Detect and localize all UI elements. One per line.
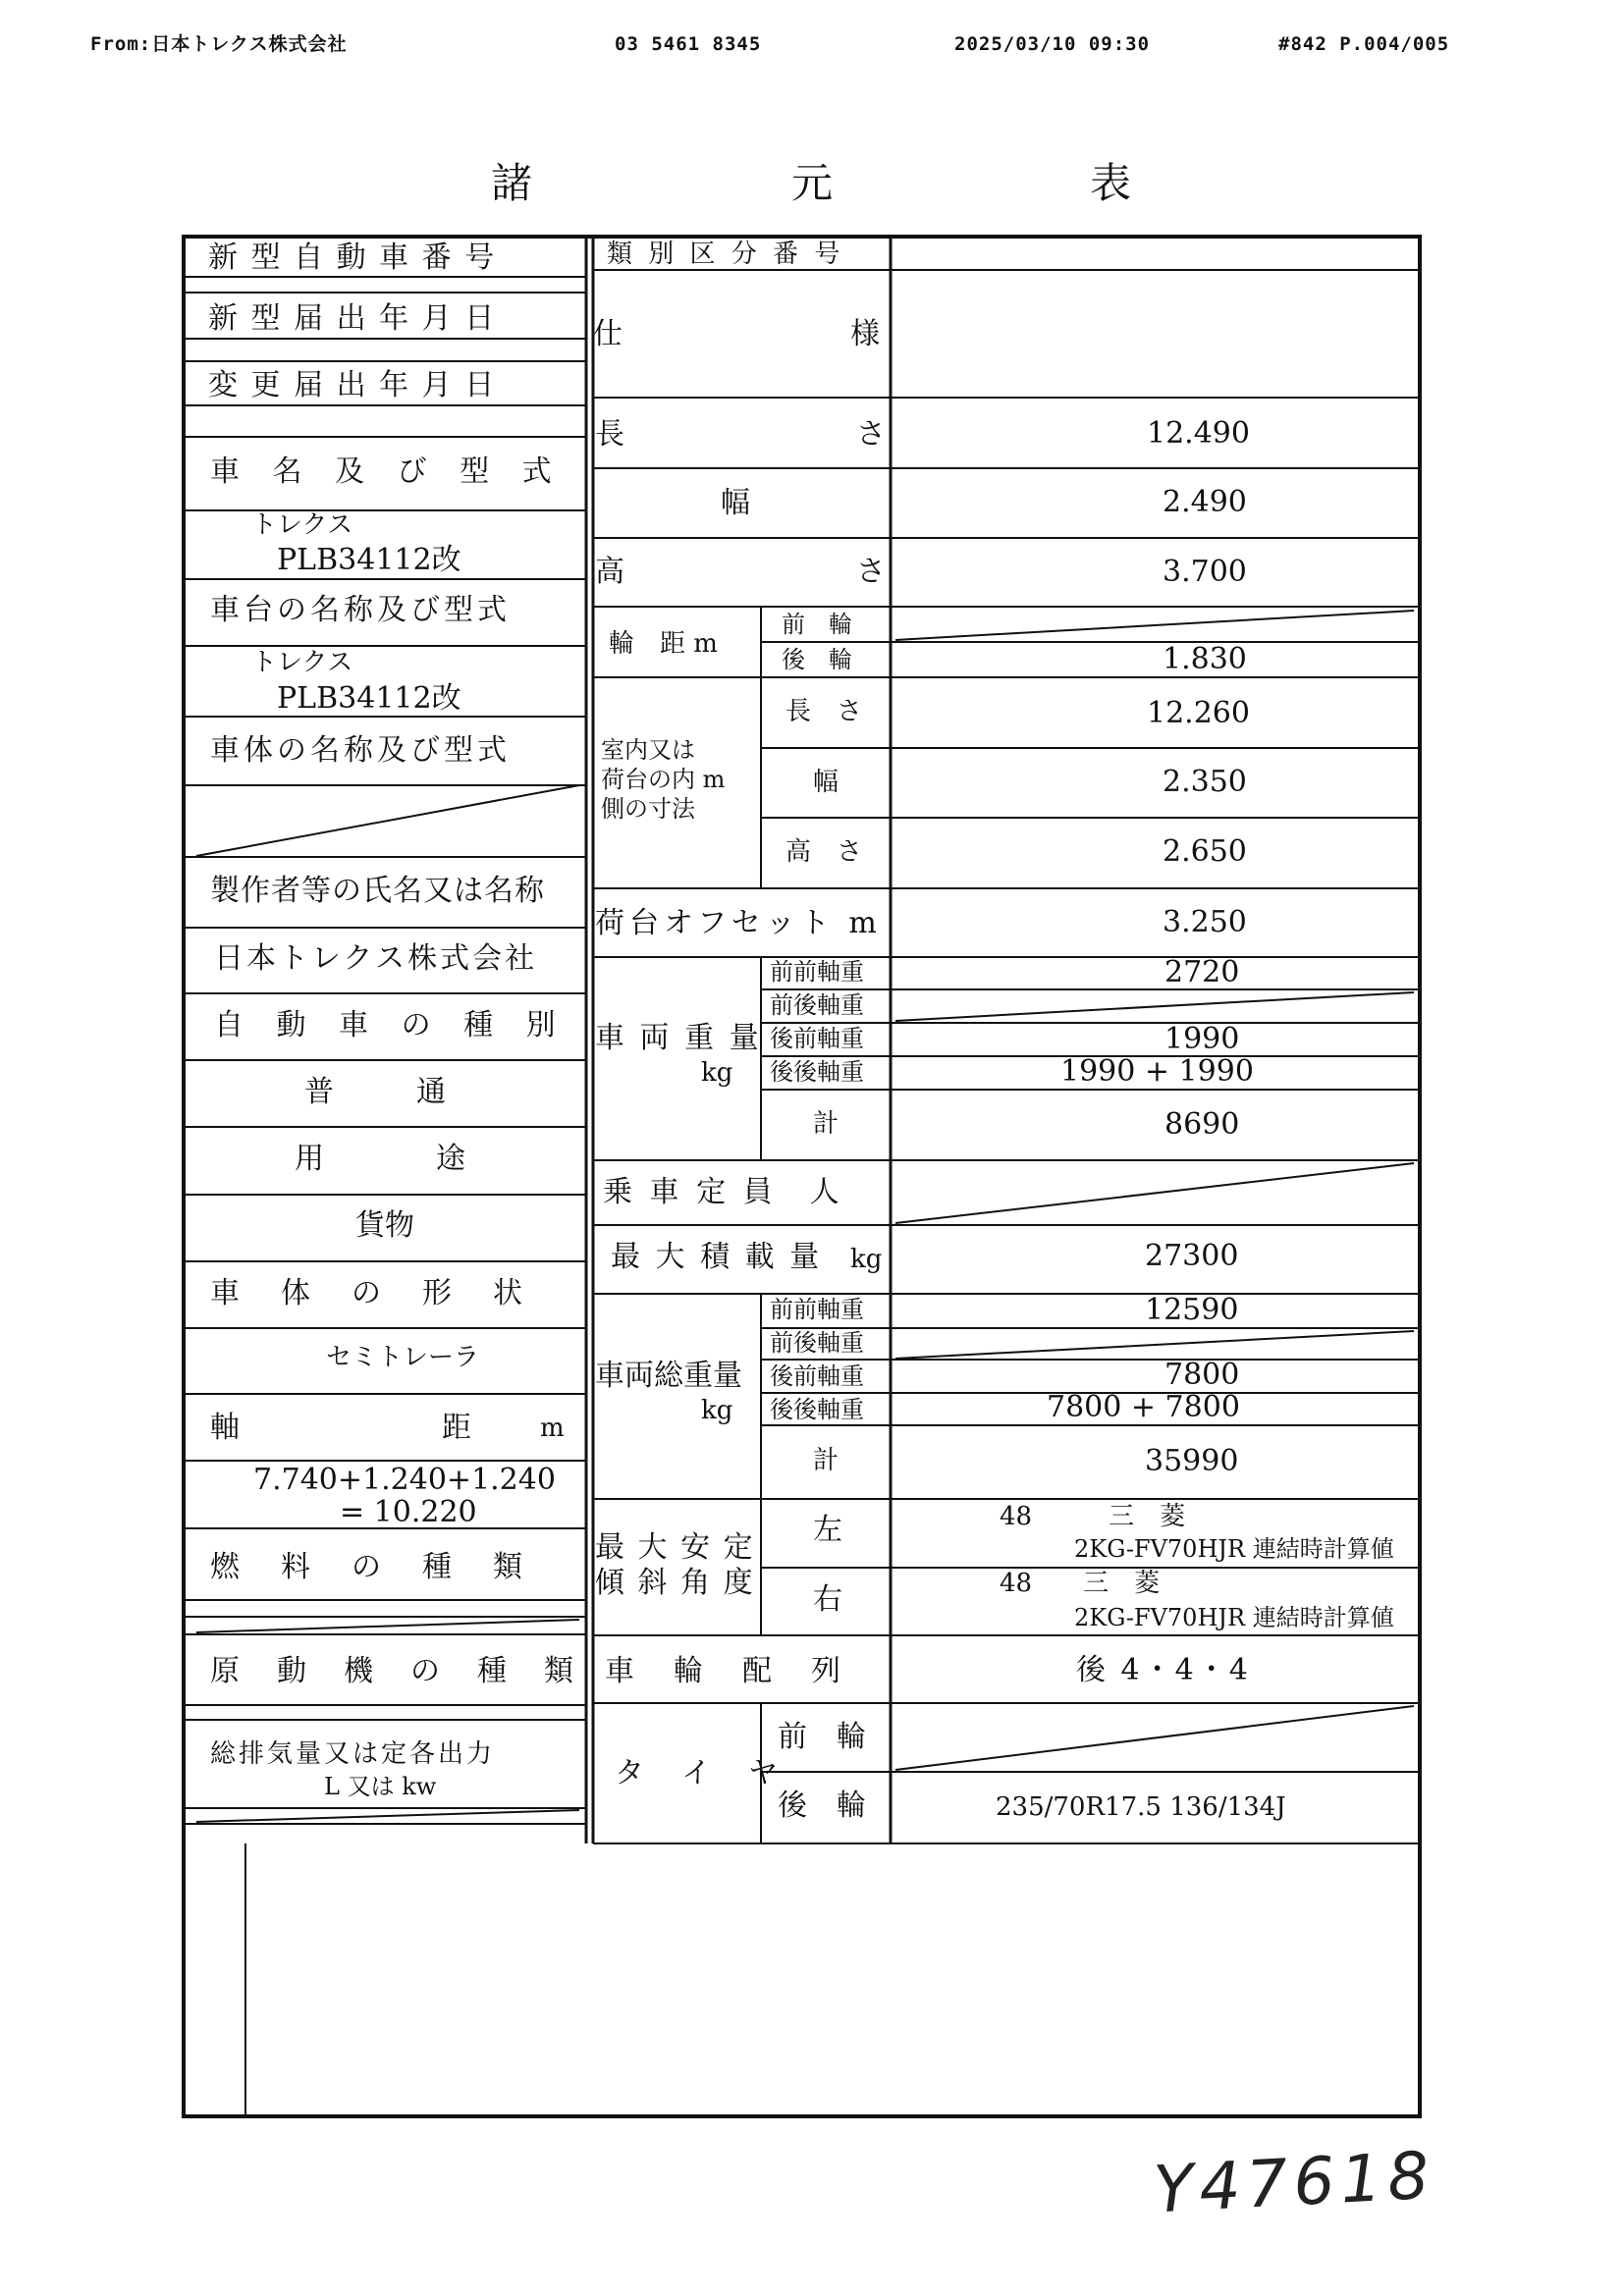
gross-label-2: kg	[701, 1396, 733, 1425]
fax-page: #842 P.004/005	[1278, 33, 1450, 55]
weight-axle-fr-label: 前後軸重	[770, 991, 864, 1019]
tilt-left-value: 48 三 菱	[1000, 1502, 1186, 1531]
displacement-label-2: L 又は kw	[324, 1773, 437, 1800]
tread-label: 輪 距 m	[609, 629, 718, 659]
wheelbase-label: 軸	[210, 1411, 240, 1445]
body-label: 車体の名称及び型式	[210, 733, 511, 768]
weight-total-label: 計	[813, 1109, 839, 1139]
engine-label: 原 動 機 の 種 類	[210, 1654, 577, 1688]
interior-height-label: 高 さ	[785, 837, 863, 867]
chassis-value-2: PLB34112改	[277, 681, 461, 716]
capacity-label: 乗 車 定 員 人	[603, 1175, 843, 1209]
use-value: 貨物	[355, 1208, 414, 1243]
width-value: 2.490	[1163, 485, 1247, 519]
new-model-number-label: 新 型 自 動 車 番 号	[208, 240, 497, 275]
wheelbase-value-2: = 10.220	[340, 1495, 477, 1529]
tilt-label-2: 傾 斜 角 度	[595, 1566, 755, 1600]
offset-value: 3.250	[1163, 905, 1247, 939]
use-label: 用 途	[295, 1142, 471, 1176]
weight-label-2: kg	[701, 1058, 733, 1088]
shape-label: 車 体 の 形 状	[210, 1276, 528, 1310]
weight-rf-value: 1990	[1164, 1022, 1240, 1056]
tilt-left-note: 2KG-FV70HJR 連結時計算値	[1074, 1535, 1394, 1563]
height-label-2: さ	[856, 555, 886, 589]
car-name-value-1: トレクス	[251, 510, 353, 540]
displacement-label-1: 総排気量又は定各出力	[210, 1739, 496, 1769]
fuel-label: 燃 料 の 種 類	[210, 1550, 528, 1584]
weight-axle-rr-label: 後後軸重	[770, 1058, 864, 1086]
wheel-arrangement-label: 車 輪 配 列	[605, 1654, 845, 1688]
title-char-1: 諸	[491, 159, 533, 207]
tire-front-label: 前 輪	[778, 1720, 866, 1754]
height-label-1: 高	[595, 555, 624, 589]
weight-rr-value: 1990 + 1990	[1060, 1054, 1254, 1089]
gross-total-label: 計	[813, 1446, 839, 1475]
gross-axle-fr-label: 前後軸重	[770, 1329, 864, 1357]
tilt-right-note: 2KG-FV70HJR 連結時計算値	[1074, 1604, 1394, 1631]
tire-rear-label: 後 輪	[778, 1789, 866, 1823]
chassis-value-1: トレクス	[251, 648, 353, 677]
gross-total-value: 35990	[1145, 1444, 1239, 1478]
max-load-label: 最 大 積 載 量	[611, 1240, 823, 1274]
offset-label: 荷台オフセット m	[595, 906, 882, 940]
interior-label-2: 荷台の内 m	[601, 766, 726, 793]
interior-height-value: 2.650	[1163, 834, 1247, 869]
length-label-1: 長	[595, 417, 624, 452]
weight-axle-ff-label: 前前軸重	[770, 958, 864, 986]
gross-rf-value: 7800	[1164, 1358, 1240, 1392]
shape-value: セミトレーラ	[326, 1343, 480, 1372]
max-load-unit: kg	[850, 1245, 883, 1274]
weight-total-value: 8690	[1164, 1107, 1240, 1142]
length-value: 12.490	[1147, 416, 1250, 451]
gross-axle-rr-label: 後後軸重	[770, 1396, 864, 1423]
weight-label-1: 車 両 重 量	[595, 1021, 762, 1055]
wheelbase-label-2: 距	[442, 1411, 471, 1445]
tire-rear-value: 235/70R17.5 136/134J	[996, 1792, 1286, 1822]
height-value: 3.700	[1163, 555, 1247, 589]
interior-width-label: 幅	[813, 768, 839, 797]
car-name-label: 車 名 及 び 型 式	[210, 454, 564, 489]
tilt-label-1: 最 大 安 定	[595, 1530, 755, 1565]
tilt-left-label: 左	[813, 1513, 842, 1547]
wheel-arrangement-value: 後 4・4・4	[1076, 1653, 1251, 1687]
tread-rear-label: 後 輪	[782, 646, 852, 673]
gross-axle-rf-label: 後前軸重	[770, 1362, 864, 1390]
width-label: 幅	[721, 486, 750, 520]
interior-label-3: 側の寸法	[601, 795, 695, 823]
change-date-label: 変 更 届 出 年 月 日	[208, 368, 497, 402]
interior-width-value: 2.350	[1163, 765, 1247, 799]
kind-value: 普 通	[304, 1075, 454, 1109]
fax-from: From:日本トレクス株式会社	[90, 33, 348, 55]
length-label-2: さ	[856, 417, 886, 452]
spec-label-2: 様	[850, 317, 880, 351]
tilt-right-label: 右	[813, 1582, 842, 1617]
wheelbase-value-1: 7.740+1.240+1.240	[253, 1463, 556, 1497]
weight-ff-value: 2720	[1164, 955, 1240, 989]
fax-phone: 03 5461 8345	[615, 33, 762, 55]
gross-axle-ff-label: 前前軸重	[770, 1296, 864, 1323]
chassis-label: 車台の名称及び型式	[210, 593, 511, 627]
weight-axle-rf-label: 後前軸重	[770, 1025, 864, 1052]
maker-value: 日本トレクス株式会社	[214, 941, 538, 976]
spec-label-1: 仕	[593, 317, 623, 351]
interior-length-value: 12.260	[1147, 696, 1250, 730]
new-model-date-label: 新 型 届 出 年 月 日	[208, 301, 497, 336]
title-char-2: 元	[791, 159, 834, 207]
wheelbase-unit: m	[540, 1414, 565, 1443]
gross-ff-value: 12590	[1145, 1293, 1239, 1327]
interior-length-label: 長 さ	[785, 697, 863, 726]
gross-label-1: 車両総重量	[595, 1359, 742, 1393]
kind-label: 自 動 車 の 種 別	[214, 1008, 568, 1042]
car-name-value-2: PLB34112改	[277, 543, 461, 577]
tread-rear-value: 1.830	[1163, 642, 1247, 676]
tilt-right-value: 48 三 菱	[1000, 1569, 1161, 1598]
handwritten-reference: Y47618	[1152, 2137, 1437, 2228]
gross-rr-value: 7800 + 7800	[1047, 1390, 1240, 1424]
class-number-label: 類 別 区 分 番 号	[607, 240, 844, 269]
max-load-value: 27300	[1145, 1239, 1239, 1273]
fax-datetime: 2025/03/10 09:30	[954, 33, 1151, 55]
title-char-3: 表	[1090, 159, 1132, 207]
interior-label-1: 室内又は	[601, 736, 695, 764]
tread-front-label: 前 輪	[782, 611, 852, 638]
maker-label: 製作者等の氏名又は名称	[210, 874, 545, 908]
tire-label: タ イ ヤ	[615, 1756, 782, 1790]
